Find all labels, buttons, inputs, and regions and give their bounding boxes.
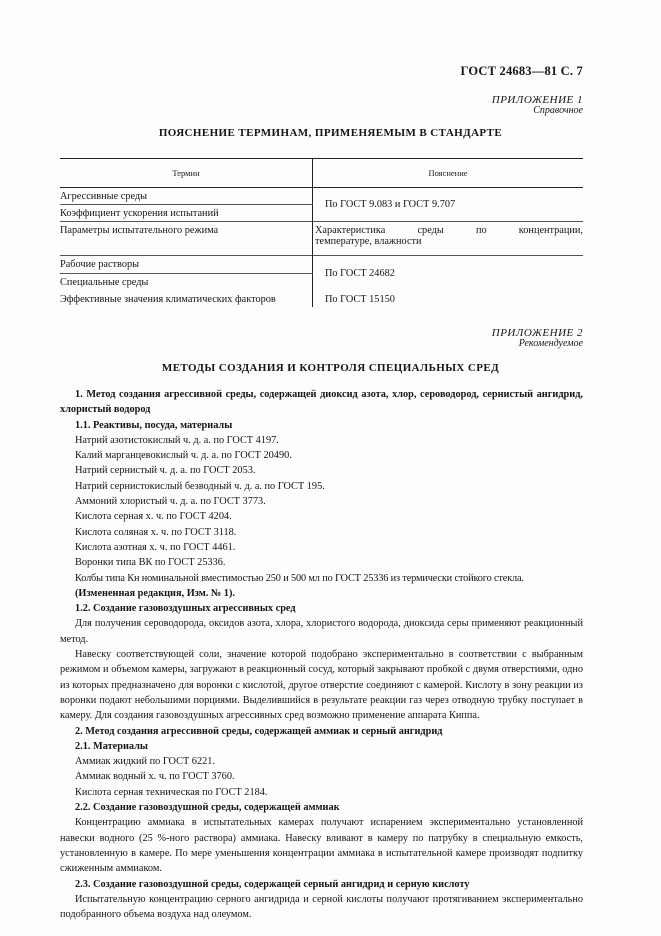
term-cell: Агрессивные среды: [60, 188, 313, 205]
list-item: Аммоний хлористый ч. д. а. по ГОСТ 3773.: [75, 496, 266, 508]
list-item: Кислота азотная х. ч. по ГОСТ 4461.: [75, 541, 236, 553]
table-row: [60, 256, 583, 274]
explanation-cell: [313, 222, 584, 256]
heading-2-1: 2.1. Материалы: [75, 740, 148, 752]
paragraph: Концентрацию аммиака в испытательных камерах получают испарением экспериментально установленной навески водного (25 %-ного раствора) аммиака. Навеску вливают в камеру по патрубку в специальную емкость, установленную в камере. По мере уменьшения концентрации аммиака в испытательной камере производят подпитку сжиженным аммиаком.: [60, 817, 583, 875]
list-item: Натрий сернистый ч. д. а. по ГОСТ 2053.: [75, 465, 256, 477]
heading-1: 1. Метод создания агрессивной среды, содержащей диоксид азота, хлор, сероводород, сернистый ангидрид,: [75, 389, 583, 400]
appendix-2-label: [492, 327, 583, 349]
appendix-1-title: ПРИЛОЖЕНИЕ 1: [491, 94, 583, 106]
list-item: Натрий азотистокислый ч. д. а. по ГОСТ 4197.: [75, 434, 279, 446]
list-item: Калий марганцевокислый ч. д. а. по ГОСТ 20490.: [75, 450, 292, 462]
list-item: Колбы типа Кн номинальной вместимостью 250 и 500 мл по ГОСТ 25336 из термически стойкого стекла.: [75, 572, 524, 584]
column-header-explanation: Пояснение: [313, 159, 584, 188]
appendix-1-label: [492, 94, 583, 116]
table-row: [60, 222, 583, 256]
appendix-2-title: ПРИЛОЖЕНИЕ 2: [491, 327, 583, 339]
table-row: [60, 291, 583, 307]
explanation-cell: По ГОСТ 15150: [325, 293, 395, 305]
heading-2-2: 2.2. Создание газовоздушной среды, содержащей аммиак: [75, 802, 340, 814]
list-item: Кислота серная х. ч. по ГОСТ 4204.: [75, 511, 232, 523]
term-cell: Коэффициент ускорения испытаний: [60, 205, 313, 222]
explanation-cell: По ГОСТ 24682: [313, 256, 584, 292]
term-cell: Специальные среды: [60, 274, 313, 292]
heading-1-2: 1.2. Создание газовоздушных агрессивных сред: [75, 603, 296, 615]
list-item: Натрий сернистокислый безводный ч. д. а. по ГОСТ 195.: [75, 480, 325, 492]
explanation-line: Характеристика среды по концентрации,: [315, 225, 583, 236]
heading-2-3: 2.3. Создание газовоздушной среды, содержащей серный ангидрид и серную кислоту: [75, 878, 470, 890]
table-title: ПОЯСНЕНИЕ ТЕРМИНАМ, ПРИМЕНЯЕМЫМ В СТАНДАРТЕ: [158, 127, 503, 139]
term-cell: Эффективные значения климатических факторов: [60, 291, 313, 307]
column-header-term: Термин: [60, 159, 313, 188]
term-cell: Параметры испытательного режима: [60, 222, 313, 256]
term-cell: Рабочие растворы: [60, 256, 313, 274]
appendix-2-subtitle: Рекомендуемое: [518, 338, 583, 349]
list-item: Воронки типа ВК по ГОСТ 25336.: [75, 557, 226, 569]
heading-1-cont: хлористый водород: [60, 404, 151, 416]
heading-1-1: 1.1. Реактивы, посуда, материалы: [75, 419, 233, 431]
appendix-1-subtitle: Справочное: [533, 105, 583, 116]
terms-table: [60, 158, 583, 307]
explanation-line: температуре, влажности: [315, 236, 422, 247]
paragraph: Для получения сероводорода, оксидов азота, хлора, хлористого водорода, диоксида серы применяют реакционный метод.: [60, 618, 583, 645]
list-item: Кислота серная техническая по ГОСТ 2184.: [75, 786, 268, 798]
table-row: [60, 188, 583, 205]
page-header: ГОСТ 24683—81 С. 7: [460, 64, 583, 78]
table-header-row: [60, 159, 583, 188]
amendment-note: (Измененная редакция, Изм. № 1).: [75, 587, 235, 599]
explanation-cell: По ГОСТ 9.083 и ГОСТ 9.707: [325, 199, 456, 210]
paragraph: Испытательную концентрацию серного ангидрида и серной кислоты получают протягиванием экспериментально подобранного объема воздуха над олеумом.: [60, 893, 583, 921]
section-title: МЕТОДЫ СОЗДАНИЯ И КОНТРОЛЯ СПЕЦИАЛЬНЫХ СРЕД: [161, 362, 500, 374]
heading-2: 2. Метод создания агрессивной среды, содержащей аммиак и серный ангидрид: [75, 725, 443, 737]
document-body: [60, 387, 583, 922]
list-item: Кислота соляная х. ч. по ГОСТ 3118.: [75, 526, 237, 538]
list-item: Аммиак водный х. ч. по ГОСТ 3760.: [75, 771, 235, 783]
list-item: Аммиак жидкий по ГОСТ 6221.: [75, 756, 215, 768]
paragraph: Навеску соответствующей соли, значение которой подобрано экспериментально в соответствии с выбранным режимом и объемом камеры, загружают в реакционный сосуд, который закрывают пробкой с двумя отверстиями, одно из которых предназначено для воронки с кислотой, другое отверстие соединяют с камерой. Кислоту в зону реакции из воронки подают небольшими порциями. Выделившийся в результате реакции газ через отводную трубку поступает в камеру. Для создания газовоздушных агрессивных сред возможно применение аппарата Киппа.: [60, 649, 583, 722]
